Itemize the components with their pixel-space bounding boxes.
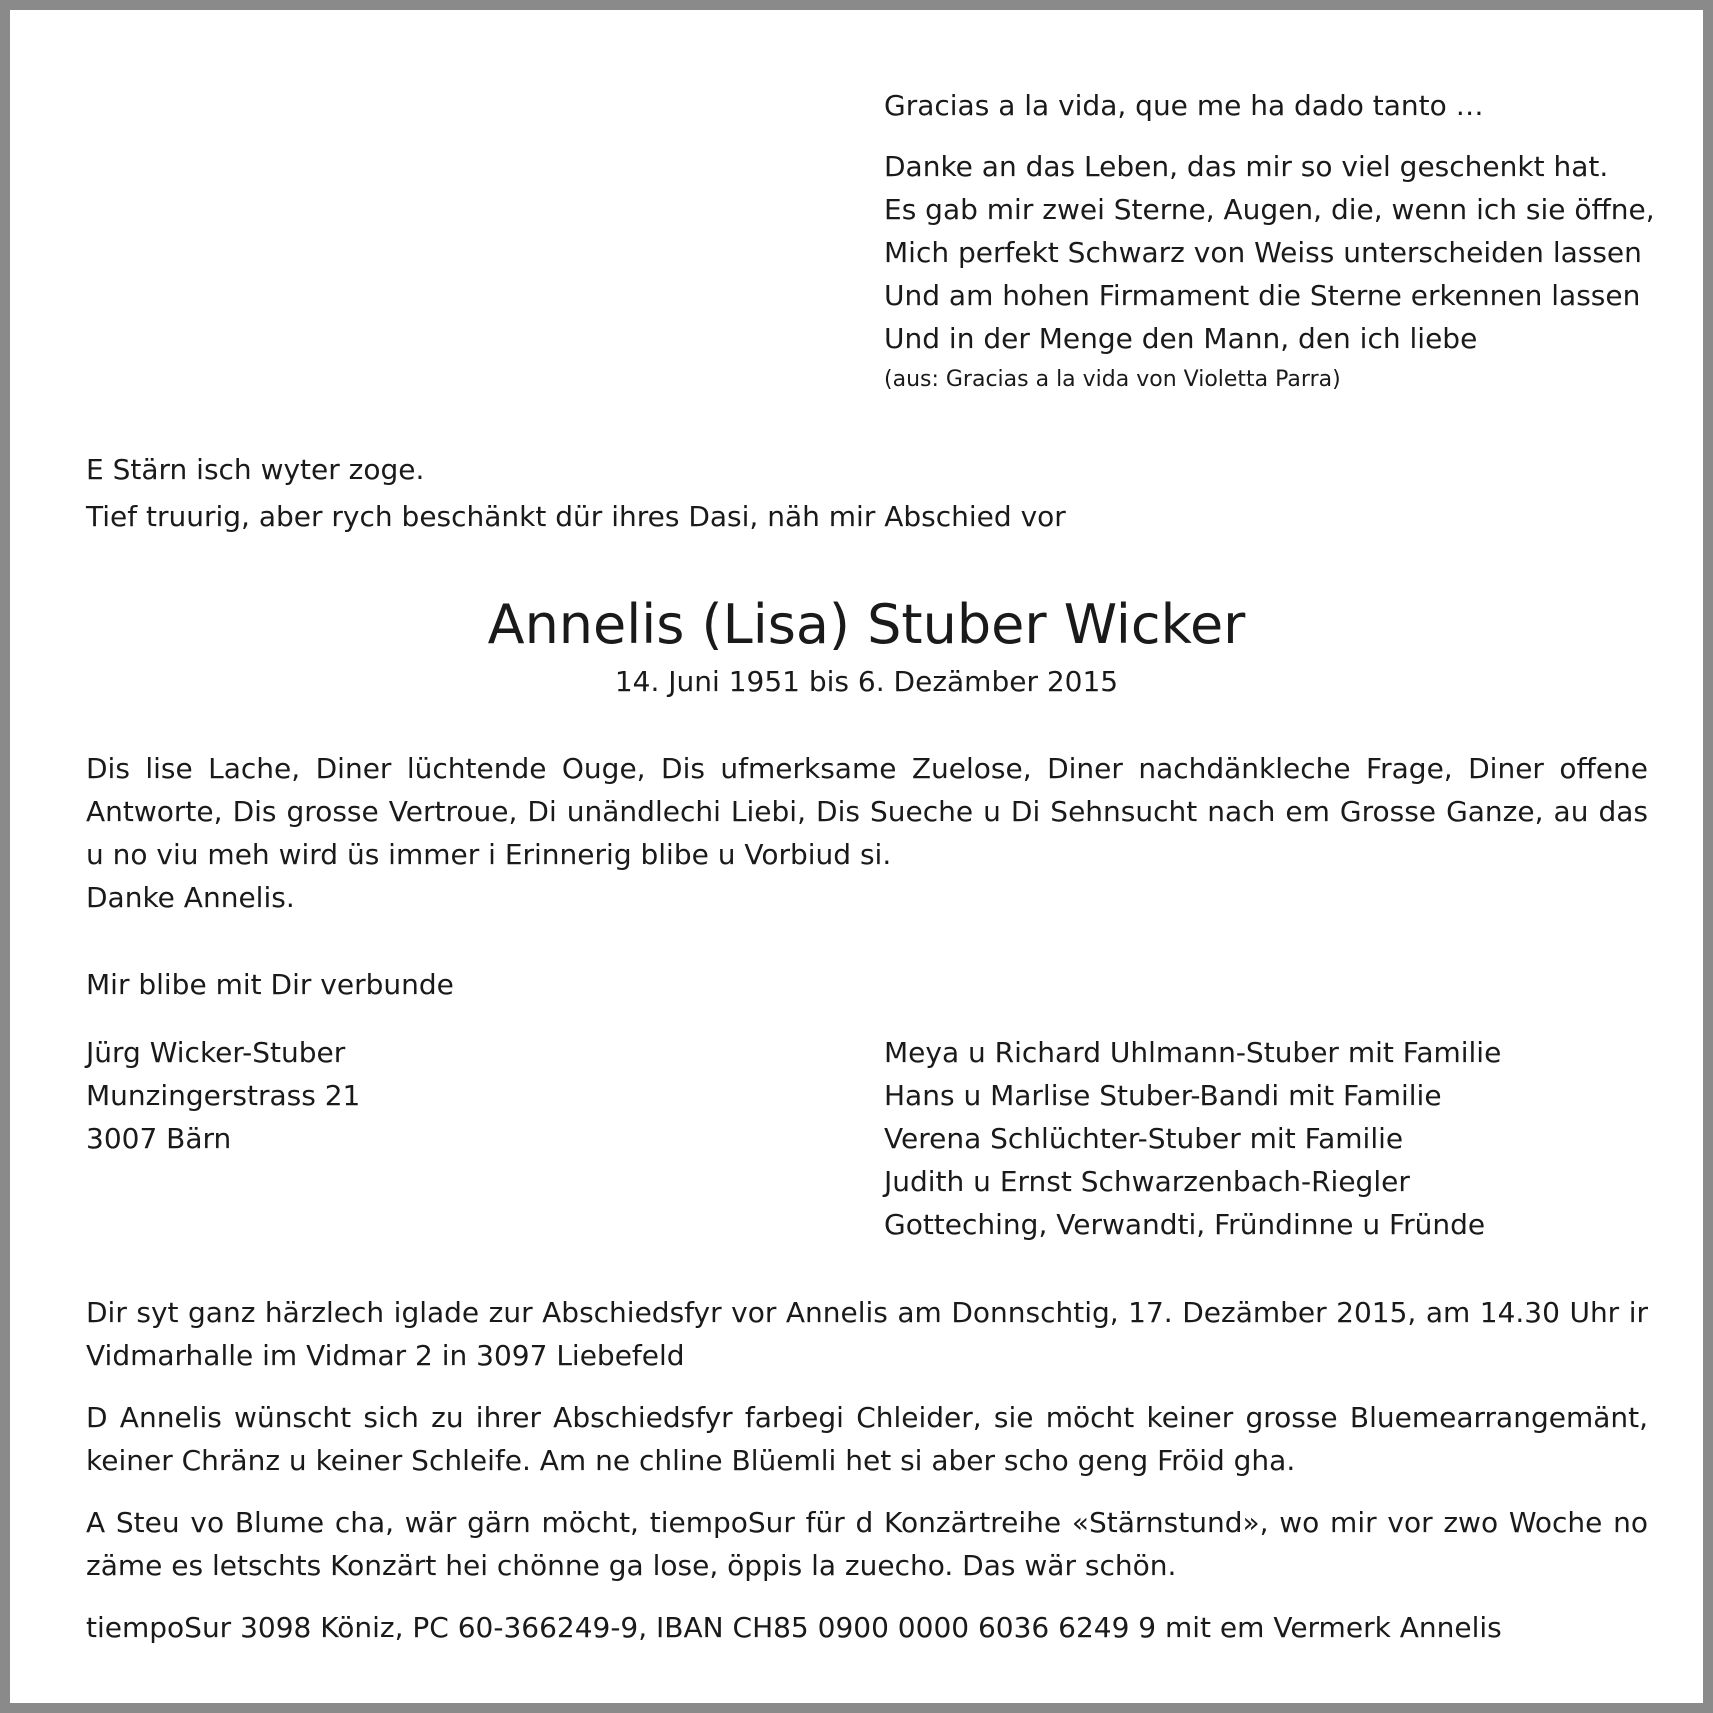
life-dates: 14. Juni 1951 bis 6. Dezämber 2015 — [614, 665, 1119, 698]
family-line: Meya u Richard Uhlmann-Stuber mit Familie — [884, 1036, 1502, 1069]
poem-credit: (aus: Gracias a la vida von Violetta Parra) — [884, 367, 1341, 392]
poem-spanish-line: Gracias a la vida, que me ha dado tanto … — [884, 89, 1484, 122]
address-line: 3007 Bärn — [86, 1122, 232, 1155]
poem-line: Mich perfekt Schwarz von Weiss unterscheiden lassen — [884, 236, 1642, 269]
tribute-thanks: Danke Annelis. — [86, 881, 295, 914]
family-line: Verena Schlüchter-Stuber mit Familie — [884, 1122, 1404, 1155]
donation-notice: A Steu vo Blume cha, wär gärn möcht, tiempoSur für d Konzärtreihe «Stärnstund», wo mir vor zwo Woche no zäme es letschts Konzärt hei chönne ga lose, öppis la zuecho. Das wär schön. — [86, 1506, 1648, 1582]
address-line: Munzingerstrass 21 — [86, 1079, 361, 1112]
intro-text — [86, 446, 1066, 540]
address-line: Jürg Wicker-Stuber — [86, 1036, 346, 1069]
poem-line: Und am hohen Firmament die Sterne erkennen lassen — [884, 279, 1641, 312]
intro-line-1: E Stärn isch wyter zoge. — [86, 453, 425, 486]
deceased-name: Annelis (Lisa) Stuber Wicker — [487, 593, 1246, 656]
clothing-notice: D Annelis wünscht sich zu ihrer Abschiedsfyr farbegi Chleider, sie möcht keiner grosse Bluemearrangemänt, keiner Chränz u keiner Schleife. Am ne chline Blüemli het si aber scho geng Fröid gha. — [86, 1401, 1648, 1477]
poem-line: Danke an das Leben, das mir so viel geschenkt hat. — [884, 150, 1609, 183]
poem-quote — [884, 84, 1655, 400]
family-list — [884, 1031, 1501, 1246]
mourners-intro: Mir blibe mit Dir verbunde — [86, 968, 454, 1001]
ceremony-notice: Dir syt ganz härzlech iglade zur Abschiedsfyr vor Annelis am Donnschtig, 17. Dezämber 2015, am 14.30 Uhr ir Vidmarhalle im Vidmar 2 in 3097 Liebefeld — [86, 1296, 1648, 1372]
poem-line: Es gab mir zwei Sterne, Augen, die, wenn ich sie öffne, — [884, 193, 1655, 226]
family-line: Judith u Ernst Schwarzenbach-Riegler — [884, 1165, 1410, 1198]
tribute-text: Dis lise Lache, Diner lüchtende Ouge, Dis ufmerksame Zuelose, Diner nachdänkleche Frage, Diner offene Antworte, Dis grosse Vertroue, Di unändlechi Liebi, Dis Sueche u Di Sehnsucht nach em Grosse Ganze, au das u no viu meh wird üs immer i Erinnerig blibe u Vorbiud si. — [86, 752, 1648, 871]
mourner-address — [86, 1031, 360, 1160]
bank-details: tiempoSur 3098 Köniz, PC 60-366249-9, IBAN CH85 0900 0000 6036 6249 9 mit em Vermerk Annelis — [86, 1611, 1502, 1644]
notices — [86, 1291, 1648, 1668]
poem-line: Und in der Menge den Mann, den ich liebe — [884, 322, 1478, 355]
family-line: Hans u Marlise Stuber-Bandi mit Familie — [884, 1079, 1442, 1112]
family-line: Gotteching, Verwandti, Fründinne u Fründe — [884, 1208, 1486, 1241]
intro-line-2: Tief truurig, aber rych beschänkt dür ihres Dasi, näh mir Abschied vor — [86, 500, 1066, 533]
tribute-paragraph — [86, 747, 1648, 919]
